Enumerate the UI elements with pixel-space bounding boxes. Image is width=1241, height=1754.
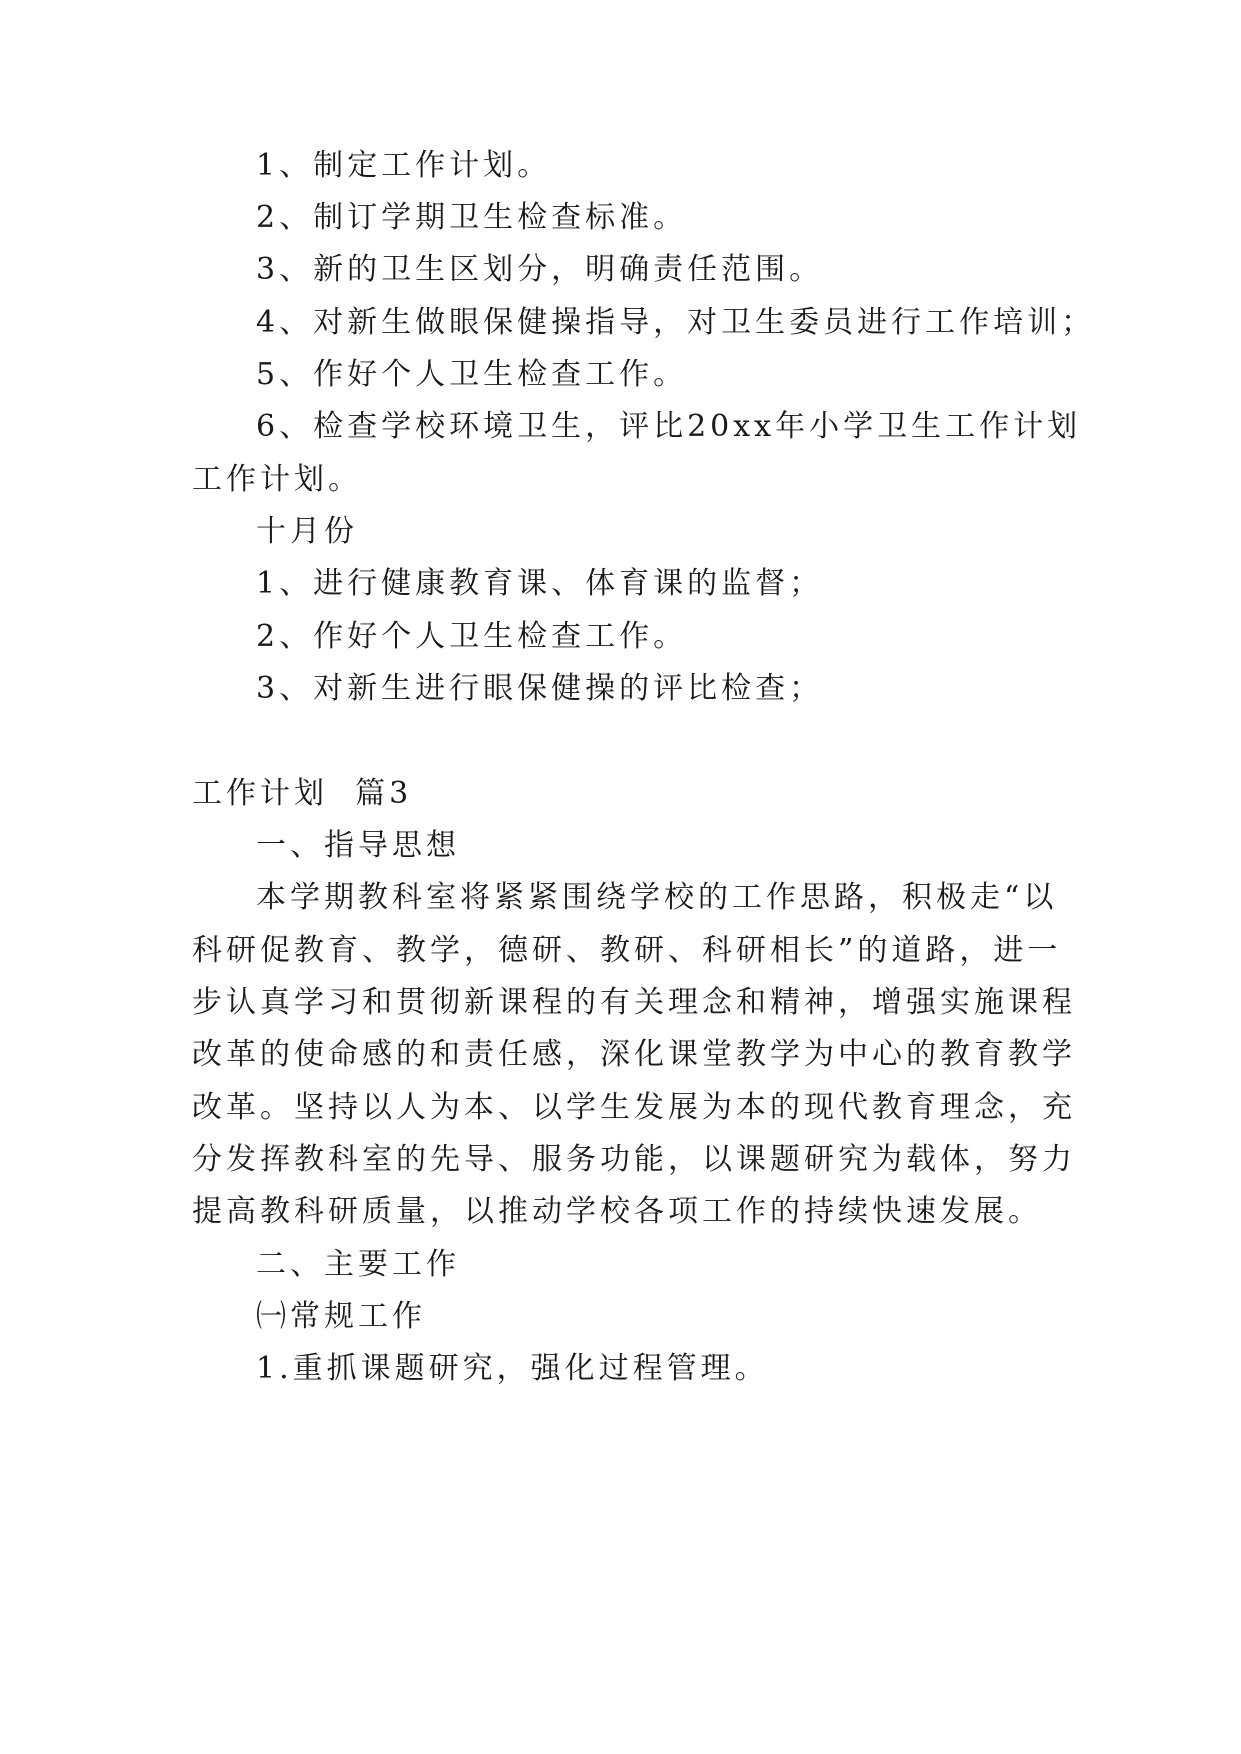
- paragraph-line: 改革。坚持以人为本、以学生发展为本的现代教育理念，充: [192, 1090, 1076, 1125]
- list-item: 1.重抓课题研究，强化过程管理。: [256, 1351, 769, 1386]
- section-heading: 一、指导思想: [256, 828, 460, 863]
- list-item-continuation: 工作计划。: [192, 462, 362, 497]
- list-item: 6、检查学校环境卫生，评比20xx年小学卫生工作计划: [256, 409, 1082, 444]
- list-item: 4、对新生做眼保健操指导，对卫生委员进行工作培训；: [256, 305, 1096, 340]
- paragraph-line: 科研促教育、教学，德研、教研、科研相长”的道路，进一: [192, 933, 1062, 968]
- list-item: 5、作好个人卫生检查工作。: [256, 357, 688, 392]
- paragraph-line: 步认真学习和贯彻新课程的有关理念和精神，增强实施课程: [192, 985, 1076, 1020]
- list-item: 3、对新生进行眼保健操的评比检查；: [256, 671, 824, 706]
- subsection-heading: ㈠常规工作: [256, 1299, 426, 1334]
- list-item: 2、作好个人卫生检查工作。: [256, 619, 688, 654]
- list-item: 2、制订学期卫生检查标准。: [256, 200, 688, 235]
- month-heading: 十月份: [256, 514, 358, 549]
- paragraph-line: 本学期教科室将紧紧围绕学校的工作思路，积极走“以: [256, 880, 1058, 915]
- list-item: 1、制定工作计划。: [256, 148, 552, 183]
- list-item: 3、新的卫生区划分，明确责任范围。: [256, 252, 824, 287]
- paragraph-line: 提高教科研质量，以推动学校各项工作的持续快速发展。: [192, 1194, 1042, 1229]
- paragraph-line: 分发挥教科室的先导、服务功能，以课题研究为载体，努力: [192, 1142, 1076, 1177]
- section-title: 工作计划 篇3: [192, 776, 413, 811]
- section-heading: 二、主要工作: [256, 1247, 460, 1282]
- paragraph-line: 改革的使命感的和责任感，深化课堂教学为中心的教育教学: [192, 1037, 1076, 1072]
- list-item: 1、进行健康教育课、体育课的监督；: [256, 566, 824, 601]
